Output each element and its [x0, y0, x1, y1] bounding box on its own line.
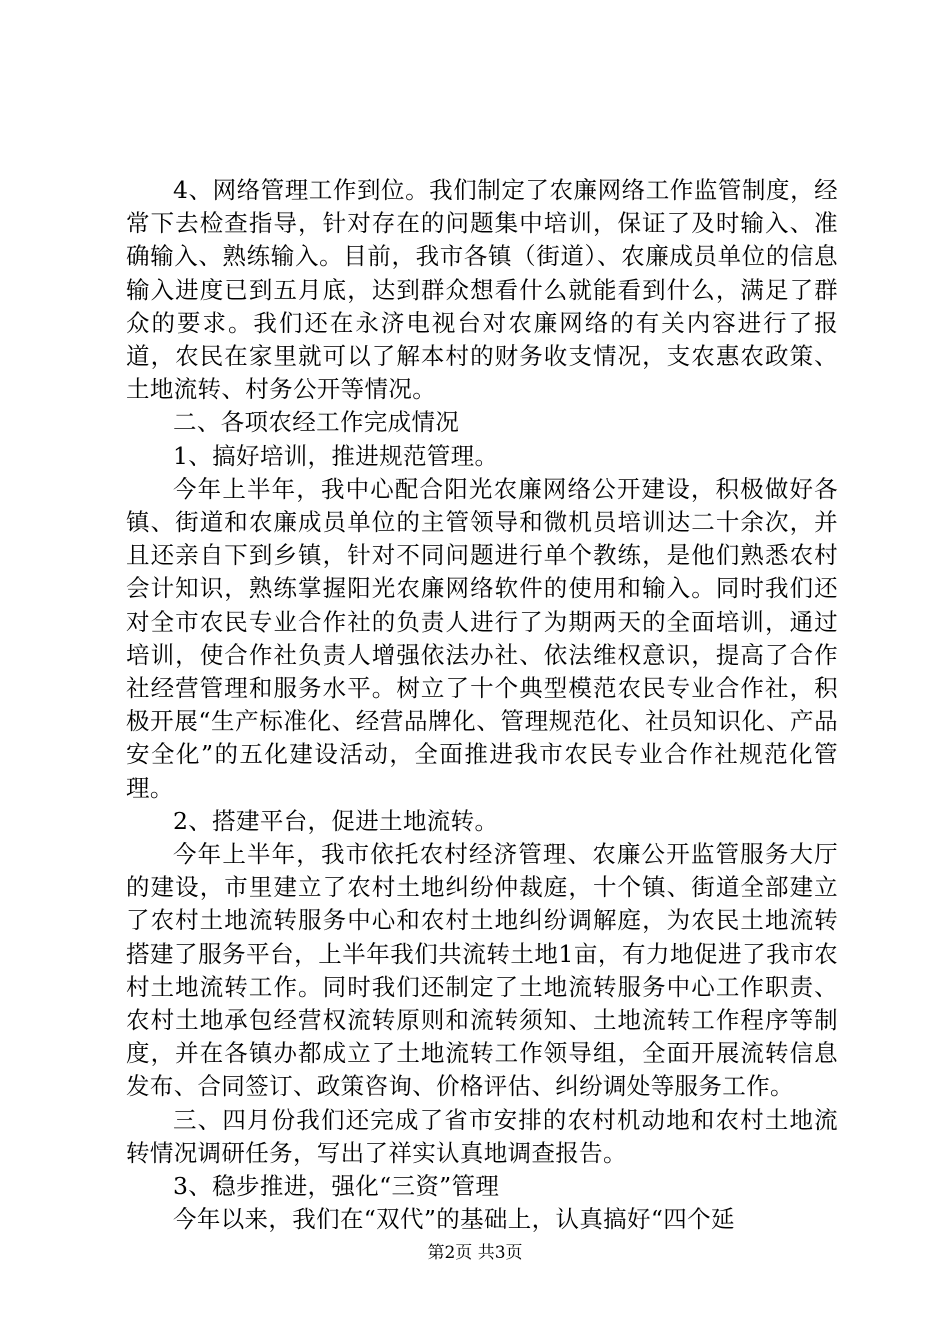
subheading-platform: 2、搭建平台，促进土地流转。 — [173, 806, 499, 835]
subheading-training: 1、搞好培训，推进规范管理。 — [173, 441, 499, 470]
paragraph-training: 今年上半年，我中心配合阳光农廉网络公开建设，积极做好各镇、街道和农廉成员单位的主管领导和微机员培训达二十余次，并且还亲自下到乡镇，针对不同问题进行单个教练，是他们熟悉农村会计知识，熟练掌握阳光农廉网络软件的使用和输入。同时我们还对全市农民专业合作社的负责人进行了为期两天的全面培训，通过培训，使合作社负责人增强依法办社、依法维权意识，提高了合作社经营管理和服务水平。树立了十个典型模范农民专业合作社，积极开展“生产标准化、经营品牌化、管理规范化、社员知识化、产品安全化”的五化建设活动，全面推进我市农民专业合作社规范化管理。 — [126, 474, 838, 802]
paragraph-survey: 三、四月份我们还完成了省市安排的农村机动地和农村土地流转情况调研任务，写出了祥实认真地调查报告。 — [126, 1105, 838, 1167]
document-body — [126, 174, 838, 1237]
paragraph-three-assets: 今年以来，我们在“双代”的基础上，认真搞好“四个延 — [173, 1205, 735, 1234]
subheading-three-assets: 3、稳步推进，强化“三资”管理 — [173, 1172, 500, 1201]
paragraph-network-management: 4、网络管理工作到位。我们制定了农廉网络工作监管制度，经常下去检查指导，针对存在的问题集中培训，保证了及时输入、准确输入、熟练输入。目前，我市各镇（街道）、农廉成员单位的信息输入进度已到五月底，达到群众想看什么就能看到什么，满足了群众的要求。我们还在永济电视台对农廉网络的有关内容进行了报道，农民在家里就可以了解本村的财务收支情况，支农惠农政策、土地流转、村务公开等情况。 — [126, 176, 838, 404]
paragraph-land-transfer: 今年上半年，我市依托农村经济管理、农廉公开监管服务大厅的建设，市里建立了农村土地纠纷仲裁庭，十个镇、街道全部建立了农村土地流转服务中心和农村土地纠纷调解庭，为农民土地流转搭建了服务平台，上半年我们共流转土地1亩，有力地促进了我市农村土地流转工作。同时我们还制定了土地流转服务中心工作职责、农村土地承包经营权流转原则和流转须知、土地流转工作程序等制度，并在各镇办都成立了土地流转工作领导组，全面开展流转信息发布、合同签订、政策咨询、价格评估、纠纷调处等服务工作。 — [126, 840, 838, 1101]
section-heading-agri-work: 二、各项农经工作完成情况 — [173, 408, 460, 437]
page-footer: 第2页 共3页 — [427, 1243, 523, 1263]
